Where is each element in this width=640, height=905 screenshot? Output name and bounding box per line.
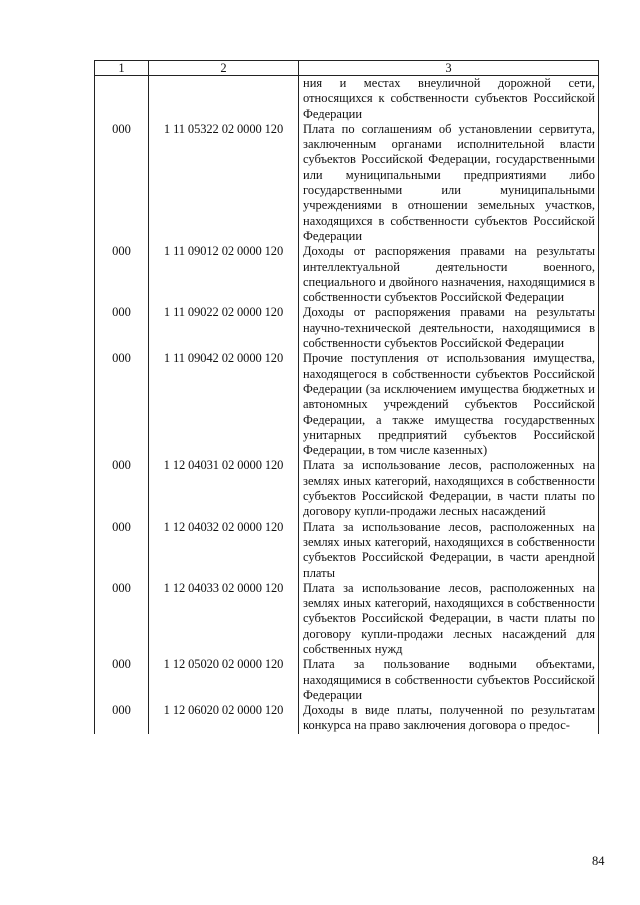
revenue-code-cell: 1 12 04031 02 0000 120 xyxy=(149,458,299,519)
revenue-code-cell: 1 12 04032 02 0000 120 xyxy=(149,520,299,581)
admin-code-cell: 000 xyxy=(95,520,149,581)
revenue-code-cell: 1 11 05322 02 0000 120 xyxy=(149,122,299,244)
revenue-codes-table xyxy=(94,60,599,734)
table-row xyxy=(95,76,599,122)
table-header-row xyxy=(95,61,599,76)
revenue-code-cell: 1 12 04033 02 0000 120 xyxy=(149,581,299,657)
description-cell: Плата по соглашениям об установлении сервитута, заключенным органами исполнительной власти субъектов Российской Федерации, государственными или муниципальными предприятиями либо государственными или муниципальными учреждениями в отношении земельных участков, находящихся в собственности субъектов Российской Федерации xyxy=(299,122,599,244)
description-cell: Прочие поступления от использования имущества, находящегося в собственности субъектов Российской Федерации (за исключением имущества бюджетных и автономных учреждений субъектов Российской Федерации, а также имущества государственных унитарных предприятий субъектов Российской Федерации, в том числе казенных) xyxy=(299,351,599,458)
table-row xyxy=(95,122,599,244)
description-cell: Доходы в виде платы, полученной по результатам конкурса на право заключения договора о предос- xyxy=(299,703,599,734)
admin-code-cell xyxy=(95,76,149,122)
admin-code-cell: 000 xyxy=(95,581,149,657)
description-cell: Доходы от распоряжения правами на результаты интеллектуальной деятельности военного, специального и двойного назначения, находящимися в собственности субъектов Российской Федерации xyxy=(299,244,599,305)
admin-code-cell: 000 xyxy=(95,351,149,458)
table-row xyxy=(95,520,599,581)
revenue-code-cell xyxy=(149,76,299,122)
description-cell: Доходы от распоряжения правами на результаты научно-технической деятельности, находящимися в собственности субъектов Российской Федерации xyxy=(299,305,599,351)
table-row xyxy=(95,244,599,305)
admin-code-cell: 000 xyxy=(95,305,149,351)
revenue-code-cell: 1 11 09042 02 0000 120 xyxy=(149,351,299,458)
admin-code-cell: 000 xyxy=(95,244,149,305)
admin-code-cell: 000 xyxy=(95,458,149,519)
admin-code-cell: 000 xyxy=(95,122,149,244)
admin-code-cell: 000 xyxy=(95,703,149,734)
description-cell: ния и местах внеуличной дорожной сети, относящихся к собственности субъектов Российской Федерации xyxy=(299,76,599,122)
revenue-code-cell: 1 12 05020 02 0000 120 xyxy=(149,657,299,703)
revenue-code-cell: 1 11 09022 02 0000 120 xyxy=(149,305,299,351)
description-cell: Плата за использование лесов, расположенных на землях иных категорий, находящихся в собственности субъектов Российской Федерации, в части арендной платы xyxy=(299,520,599,581)
table-row xyxy=(95,458,599,519)
header-col-1: 1 xyxy=(95,61,149,76)
description-cell: Плата за использование лесов, расположенных на землях иных категорий, находящихся в собственности субъектов Российской Федерации, в части платы по договору купли-продажи лесных насаждений xyxy=(299,458,599,519)
revenue-code-cell: 1 11 09012 02 0000 120 xyxy=(149,244,299,305)
header-col-2: 2 xyxy=(149,61,299,76)
admin-code-cell: 000 xyxy=(95,657,149,703)
table-row xyxy=(95,703,599,734)
table-row xyxy=(95,305,599,351)
page-number: 84 xyxy=(592,854,605,868)
description-cell: Плата за пользование водными объектами, находящимися в собственности субъектов Российской Федерации xyxy=(299,657,599,703)
description-cell: Плата за использование лесов, расположенных на землях иных категорий, находящихся в собственности субъектов Российской Федерации, в части платы по договору купли-продажи лесных насаждений для собственных нужд xyxy=(299,581,599,657)
table-row xyxy=(95,351,599,458)
table-row xyxy=(95,657,599,703)
table-row xyxy=(95,581,599,657)
revenue-code-cell: 1 12 06020 02 0000 120 xyxy=(149,703,299,734)
header-col-3: 3 xyxy=(299,61,599,76)
